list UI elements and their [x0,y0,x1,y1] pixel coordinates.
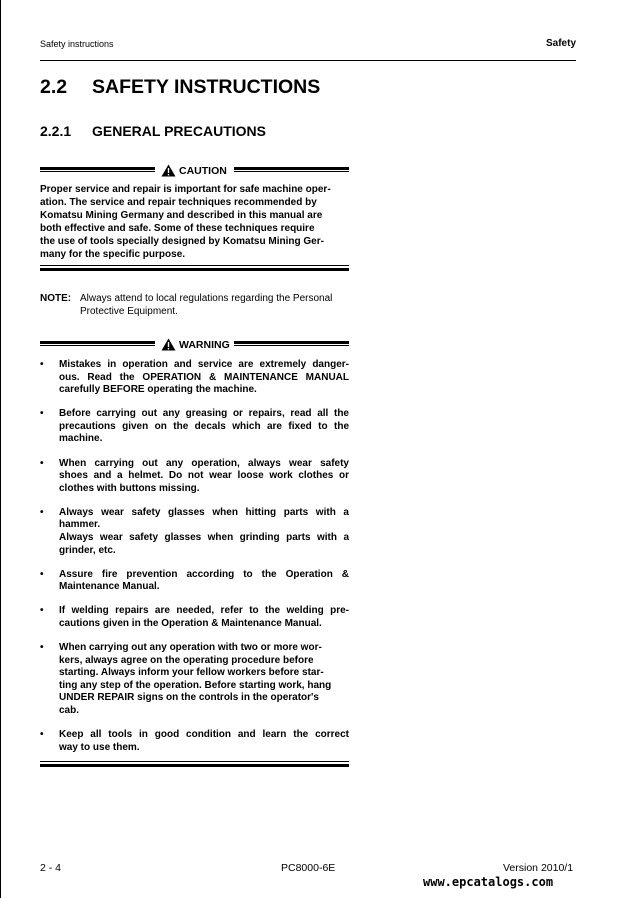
warning-item [40,729,349,754]
warning-item [40,458,349,496]
warning-line: carefully BEFORE operating the machine. [59,384,257,396]
warning-line: way to use them. [59,741,140,753]
warning-line: Maintenance Manual. [59,581,160,593]
watermark: www.epcatalogs.com [423,875,554,889]
version-label: Version 2010/1 [503,862,574,874]
warning-list [40,359,349,766]
caution-rule-left [40,167,155,172]
warning-line: Mistakes in operation and service are extremely danger- [59,359,349,370]
page-number: 2 - 4 [40,862,62,874]
bullet: • [40,457,44,469]
warning-line: grinder, etc. [59,544,116,556]
warning-line: Before carrying out any greasing or repairs, read all the [59,408,349,420]
note-line: Protective Equipment. [80,306,178,317]
caution-line: Komatsu Mining Germany and described in this manual are [40,210,323,221]
warning-line: cautions given in the Operation & Maintenance Manual. [59,618,322,629]
caution-label: CAUTION [179,164,227,177]
caution-rule-right [234,167,349,172]
section-heading [40,76,320,99]
warning-rule-right [234,341,349,346]
warning-line: hammer. [59,519,101,531]
caution-line: ation. The service and repair techniques recommended by [40,197,317,208]
section-number: 2.2 [40,76,68,98]
bullet: • [40,729,44,741]
warning-line: UNDER REPAIR signs on the controls in the operator's [59,692,319,704]
warning-line: When carrying out any operation, always wear safety [59,457,349,469]
warning-line: cab. [59,705,80,717]
bullet: • [40,506,44,518]
caution-line: both effective and safe. Some of these techniques require [40,223,315,234]
caution-line: many for the specific purpose. [40,249,186,260]
warning-line: Assure fire prevention according to the Operation & [59,568,349,580]
subsection-heading [40,123,266,139]
warning-line: Keep all tools in good condition and learn the correct [59,729,349,741]
bullet: • [40,642,44,654]
warning-line: Always wear safety glasses when grinding parts with a [59,532,349,544]
note-line: Always attend to local regulations regarding the Personal [80,293,333,304]
header-divider [40,60,576,61]
subsection-title: GENERAL PRECAUTIONS [92,123,266,139]
bullet: • [40,568,44,580]
caution-line: the use of tools specially designed by Komatsu Mining Ger- [40,236,324,247]
warning-line: kers, always agree on the operating procedure before [59,654,314,666]
bullet: • [40,408,44,420]
bullet: • [40,605,44,617]
subsection-number: 2.2.1 [40,123,72,139]
warning-line: ting any step of the operation. Before starting work, hang [59,679,332,691]
warning-line: When carrying out any operation with two or more wor- [59,642,322,654]
warning-triangle-icon [161,338,176,351]
warning-item [40,408,349,446]
caution-banner [40,164,349,180]
caution-body [40,183,349,261]
warning-item [40,359,349,397]
warning-banner [40,338,349,354]
warning-line: If welding repairs are needed, refer to the welding pre- [59,605,349,617]
warning-line: ous. Read the OPERATION & MAINTENANCE MANUAL [59,371,349,383]
warning-triangle-icon [161,164,176,177]
warning-line: clothes with buttons missing. [59,482,200,494]
model-name: PC8000-6E [281,862,336,874]
warning-line: shoes and a helmet. Do not wear loose work clothes or [59,470,349,482]
warning-line: starting. Always inform your fellow workers before star- [59,667,324,679]
note-label: NOTE: [40,293,72,304]
note-text [80,292,332,318]
header-section: Safety [545,38,576,49]
warning-line: precautions given on the decals which are fixed to the [59,420,349,432]
warning-item [40,605,349,630]
section-title: SAFETY INSTRUCTIONS [92,76,321,98]
warning-item [40,507,349,557]
warning-rule-left [40,341,155,346]
warning-line: Always wear safety glasses when hitting parts with a [59,506,349,518]
caution-line: Proper service and repair is important for safe machine oper- [40,184,331,195]
caution-end-rule [40,265,349,271]
header-chapter: Safety instructions [40,39,114,49]
warning-item [40,642,349,718]
bullet: • [40,359,44,370]
warning-line: machine. [59,433,103,445]
left-margin-rule [0,0,1,898]
warning-end-rule [40,761,349,767]
warning-item [40,569,349,594]
warning-label: WARNING [179,338,230,351]
